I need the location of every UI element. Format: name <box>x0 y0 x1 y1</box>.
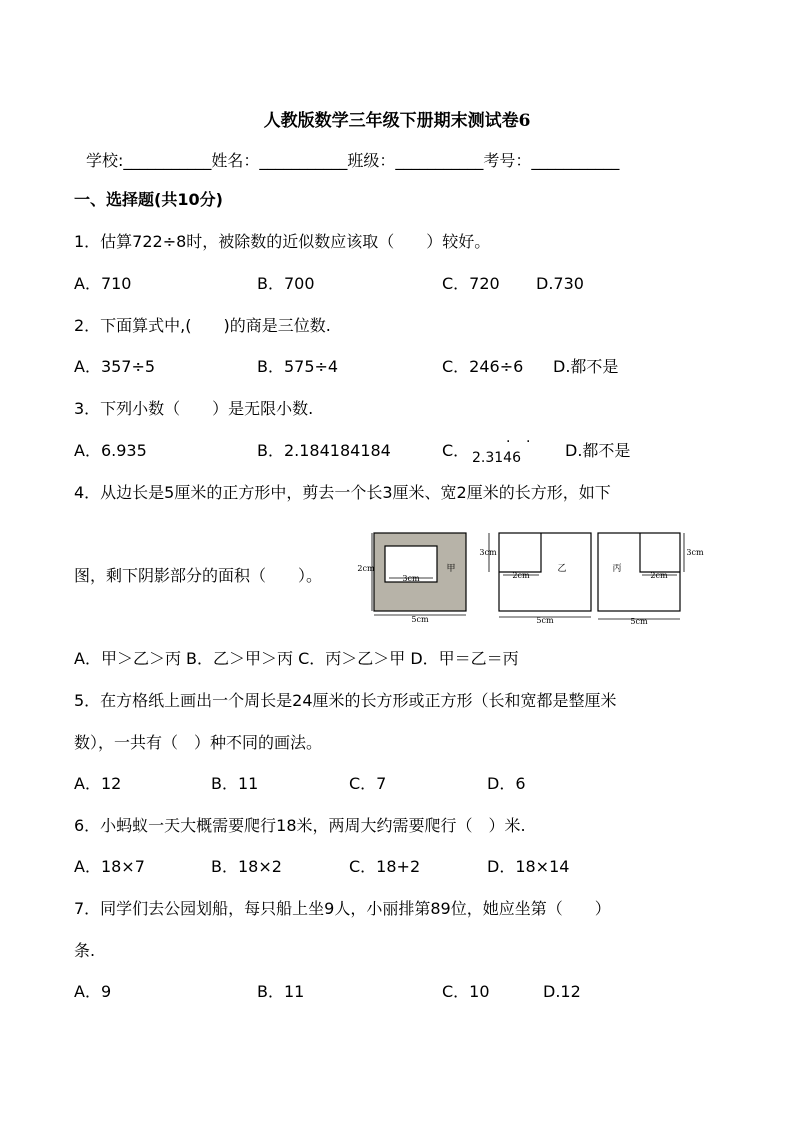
dim-label-2cm: 2cm <box>650 571 668 580</box>
question-4-line1: 4．从边长是5厘米的正方形中，剪去一个长3厘米、宽2厘米的长方形，如下 <box>74 483 611 502</box>
question-7-line1: 7．同学们去公园划船，每只船上坐9人，小丽排第89位，她应坐第（ ） <box>74 899 611 918</box>
question-3: 3．下列小数（ ）是无限小数. <box>74 399 314 418</box>
figure-label-yi: 乙 <box>557 564 567 574</box>
q1-option-a: A．710 <box>74 274 132 293</box>
q7-option-c: C．10 <box>442 982 490 1001</box>
q6-option-a: A．18×7 <box>74 857 145 876</box>
repeat-dot-icon: · <box>526 434 531 450</box>
dim-label-5cm: 5cm <box>411 615 429 624</box>
q2-option-c: C．246÷6 <box>442 357 524 376</box>
q5-option-a: A．12 <box>74 774 122 793</box>
q3-option-c: C． <box>442 441 470 460</box>
student-info-line: 学校:___________姓名：___________班级：___________考号：___________ <box>86 151 620 170</box>
dim-label-5cm: 5cm <box>630 617 648 626</box>
dim-label-2cm: 2cm <box>512 571 530 580</box>
q3-option-d: D.都不是 <box>565 441 631 460</box>
q5-option-c: C．7 <box>349 774 387 793</box>
q3-option-b: B．2.184184184 <box>257 441 391 460</box>
q1-option-d: D.730 <box>536 274 584 293</box>
q6-option-c: C．18+2 <box>349 857 421 876</box>
q2-option-d: D.都不是 <box>553 357 619 376</box>
dim-label-3cm: 3cm <box>479 548 497 557</box>
question-4-options: A．甲＞乙＞丙 B．乙＞甲＞丙 C．丙＞乙＞甲 D．甲＝乙＝丙 <box>74 649 519 668</box>
q6-option-b: B．18×2 <box>211 857 282 876</box>
q1-option-b: B．700 <box>257 274 315 293</box>
dim-label-3cm: 3cm <box>686 548 704 557</box>
exam-title: 人教版数学三年级下册期末测试卷6 <box>263 111 531 131</box>
dim-label-3cm: 3cm <box>402 574 420 583</box>
q5-option-b: B．11 <box>211 774 259 793</box>
question-1: 1．估算722÷8时，被除数的近似数应该取（ ）较好。 <box>74 232 491 251</box>
q3-option-a: A．6.935 <box>74 441 147 460</box>
q7-option-b: B．11 <box>257 982 305 1001</box>
question-5-line2: 数），一共有（ ）种不同的画法。 <box>74 733 323 752</box>
question-6: 6．小蚂蚁一天大概需要爬行18米，两周大约需要爬行（ ）米. <box>74 816 526 835</box>
question-4-line2: 图，剩下阴影部分的面积（ ）。 <box>74 566 323 585</box>
section-heading: 一、选择题(共10分) <box>74 190 223 209</box>
question-5-line1: 5．在方格纸上画出一个周长是24厘米的长方形或正方形（长和宽都是整厘米 <box>74 691 617 710</box>
q2-option-b: B．575÷4 <box>257 357 339 376</box>
dim-label-5cm: 5cm <box>536 616 554 625</box>
question-7-line2: 条. <box>74 941 96 960</box>
q1-option-c: C．720 <box>442 274 500 293</box>
q3-repeating-decimal: 2.3146 <box>472 450 521 466</box>
rectangle-figures <box>355 525 715 630</box>
q2-option-a: A．357÷5 <box>74 357 156 376</box>
figure-label-jia: 甲 <box>446 564 456 574</box>
repeat-dot-icon: · <box>506 434 511 450</box>
q7-option-d: D.12 <box>543 982 581 1001</box>
figure-label-bing: 丙 <box>612 564 622 574</box>
dim-label-2cm: 2cm <box>357 564 375 573</box>
question-2: 2．下面算式中,( )的商是三位数. <box>74 316 331 335</box>
q7-option-a: A．9 <box>74 982 112 1001</box>
q6-option-d: D．18×14 <box>487 857 570 876</box>
q5-option-d: D．6 <box>487 774 526 793</box>
